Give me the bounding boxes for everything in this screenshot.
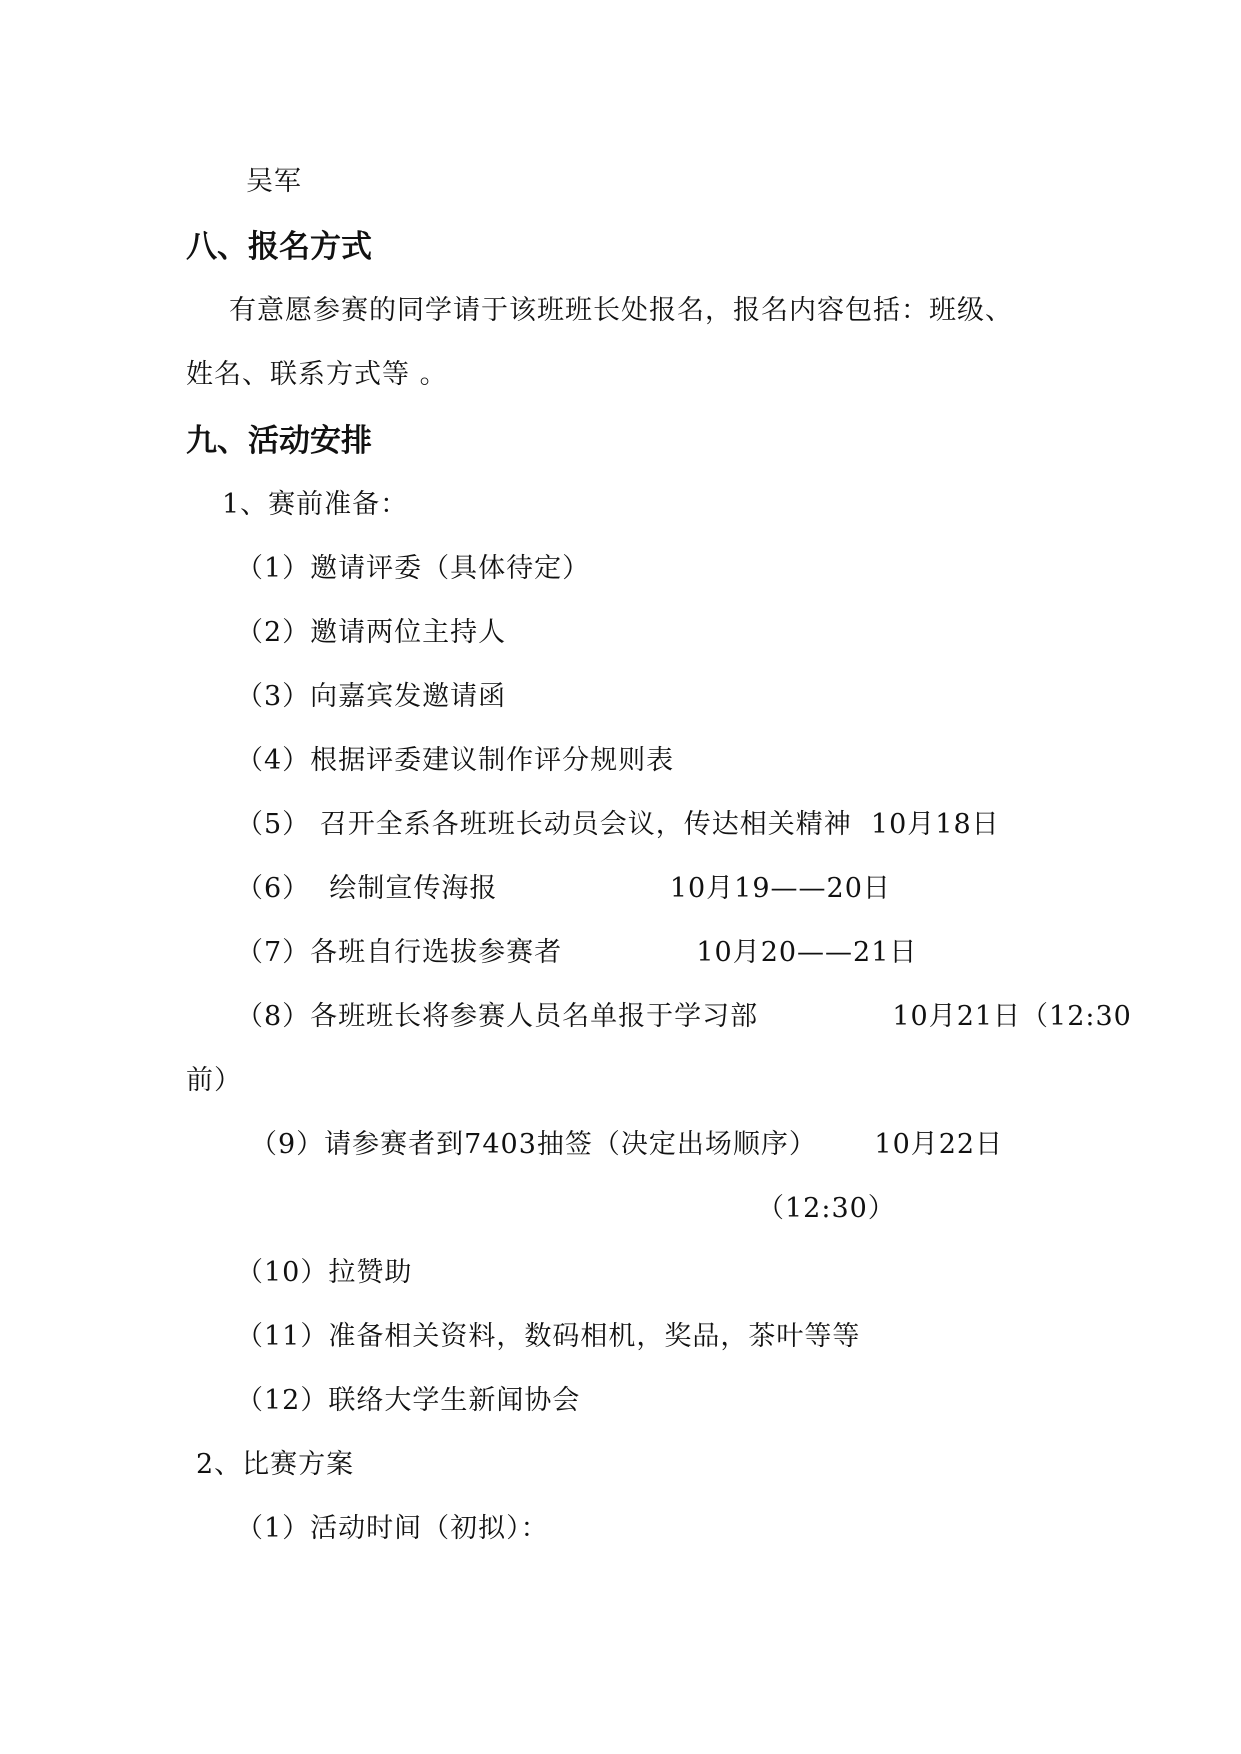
section8-heading: 八、报名方式 <box>186 229 372 265</box>
list-item: （8）各班班长将参赛人员名单报于学习部 10月21日（12:30 <box>236 1001 1132 1032</box>
list-item-continuation: （12:30） <box>757 1193 896 1224</box>
section8-paragraph-line1: 有意愿参赛的同学请于该班班长处报名，报名内容包括：班级、 <box>229 295 1013 326</box>
list-item: （6） 绘制宣传海报 10月19——20日 <box>236 873 891 904</box>
list-item: （12）联络大学生新闻协会 <box>236 1385 581 1416</box>
list-item: （7）各班自行选拔参赛者 10月20——21日 <box>236 937 918 968</box>
list-item: （2）邀请两位主持人 <box>236 617 507 648</box>
list-item: （3）向嘉宾发邀请函 <box>236 681 507 712</box>
name-line: 吴军 <box>246 166 302 197</box>
list-item-continuation: 前） <box>186 1065 242 1096</box>
sub-heading-prep: 1、赛前准备： <box>222 489 409 520</box>
section9-heading: 九、活动安排 <box>186 423 372 459</box>
list-item: （9）请参赛者到7403抽签（决定出场顺序） 10月22日 <box>250 1129 1004 1160</box>
sub-heading-plan: 2、比赛方案 <box>196 1449 355 1480</box>
list-item: （1）邀请评委（具体待定） <box>236 553 591 584</box>
list-item: （10）拉赞助 <box>236 1257 413 1288</box>
section8-paragraph-line2: 姓名、联系方式等 。 <box>186 359 448 390</box>
list-item: （1）活动时间（初拟）： <box>236 1513 549 1544</box>
list-item: （11）准备相关资料，数码相机，奖品，茶叶等等 <box>236 1321 861 1352</box>
list-item: （4）根据评委建议制作评分规则表 <box>236 745 675 776</box>
list-item: （5） 召开全系各班班长动员会议，传达相关精神 10月18日 <box>236 809 1000 840</box>
